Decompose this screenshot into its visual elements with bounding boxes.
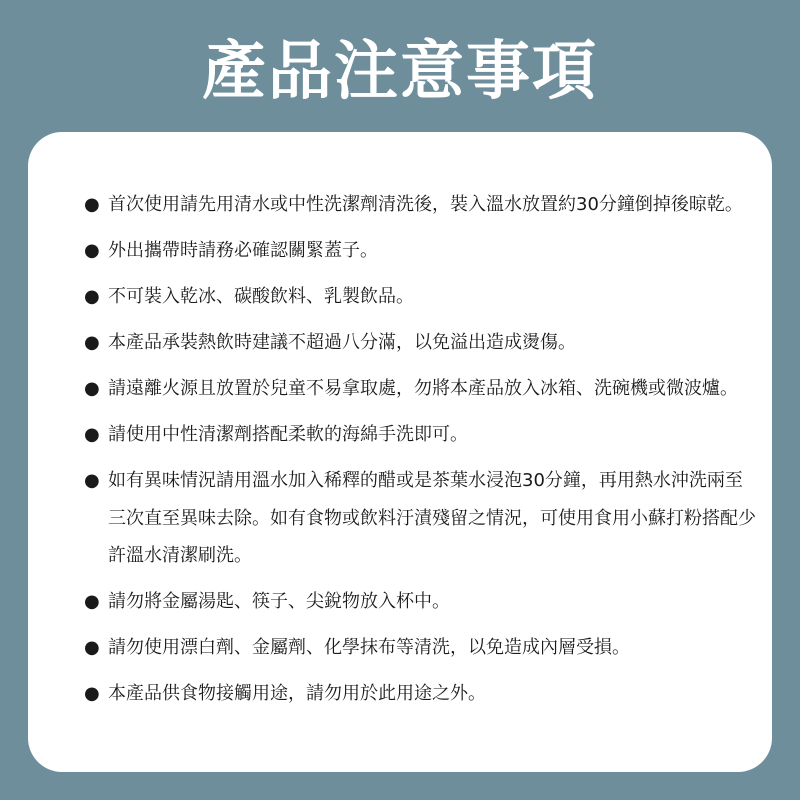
- notice-item: [84, 278, 756, 316]
- bullet-icon: ●: [84, 378, 100, 399]
- bullet-icon: ●: [84, 286, 100, 307]
- notice-text: 請勿使用漂白劑、金屬劑、化學抹布等清洗，以免造成內層受損。: [108, 637, 630, 658]
- bullet-icon: ●: [84, 332, 100, 353]
- bullet-icon: ●: [84, 591, 100, 612]
- notice-text: 外出攜帶時請務必確認關緊蓋子。: [108, 240, 378, 261]
- page-title: 產品注意事項: [202, 35, 598, 109]
- notice-text: 請勿將金屬湯匙、筷子、尖銳物放入杯中。: [108, 591, 450, 612]
- notice-text: 本產品承裝熱飲時建議不超過八分滿，以免溢出造成燙傷。: [108, 332, 576, 353]
- bullet-icon: ●: [84, 240, 100, 261]
- notice-text: 不可裝入乾冰、碳酸飲料、乳製飲品。: [108, 286, 414, 307]
- notice-item: [84, 324, 756, 362]
- bullet-icon: ●: [84, 637, 100, 658]
- notice-item: [84, 186, 756, 224]
- notice-item: [84, 370, 756, 408]
- notice-item: [84, 232, 756, 270]
- bullet-icon: ●: [84, 194, 100, 215]
- notice-text: 本產品供食物接觸用途，請勿用於此用途之外。: [108, 683, 486, 704]
- notice-item: [84, 629, 756, 667]
- notice-list: [84, 186, 756, 721]
- notice-card: [28, 132, 772, 772]
- notice-item: [84, 416, 756, 454]
- notice-text: 請遠離火源且放置於兒童不易拿取處，勿將本產品放入冰箱、洗碗機或微波爐。: [108, 378, 738, 399]
- bullet-icon: ●: [84, 470, 100, 491]
- notice-item: [84, 583, 756, 621]
- notice-text: 首次使用請先用清水或中性洗潔劑清洗後，裝入溫水放置約30分鐘倒掉後晾乾。: [108, 194, 743, 215]
- notice-text: 請使用中性清潔劑搭配柔軟的海綿手洗即可。: [108, 424, 468, 445]
- notice-item: [84, 675, 756, 713]
- bullet-icon: ●: [84, 683, 100, 704]
- notice-item: [84, 462, 756, 575]
- notice-text: 如有異味情況請用溫水加入稀釋的醋或是茶葉水浸泡30分鐘，再用熱水沖洗兩至三次直至異味去除。如有食物或飲料汙漬殘留之情況，可使用食用小蘇打粉搭配少許溫水清潔刷洗。: [108, 470, 756, 566]
- bullet-icon: ●: [84, 424, 100, 445]
